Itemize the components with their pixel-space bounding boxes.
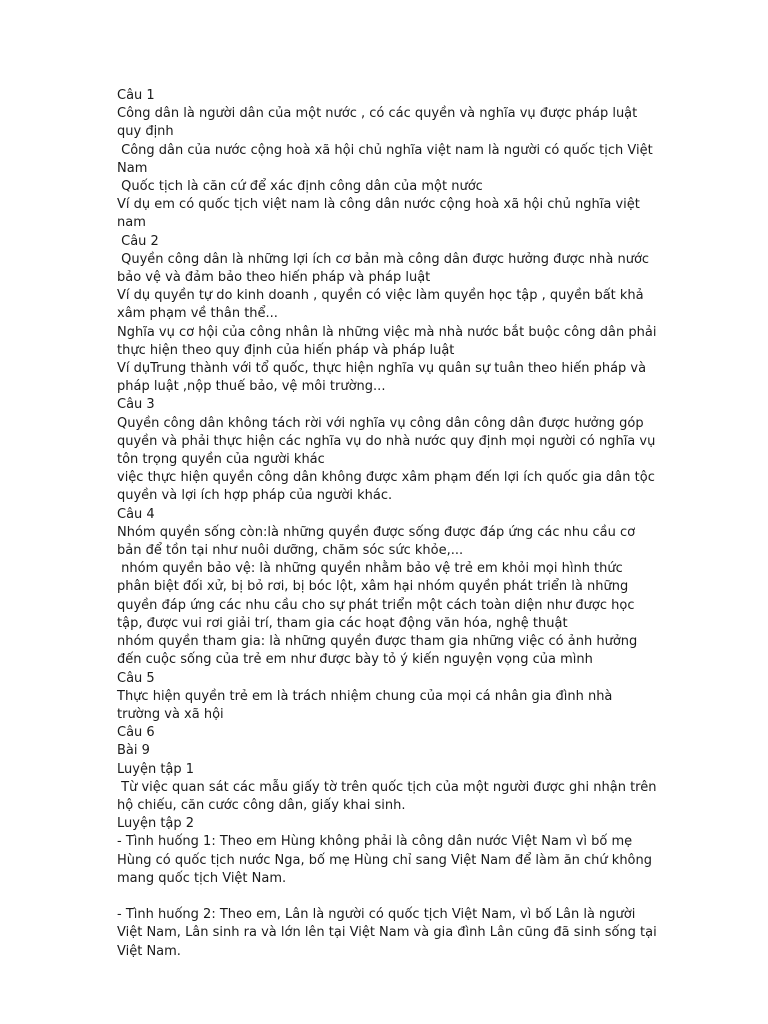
document-body [117, 87, 661, 961]
heading-cau-4: Câu 4 [117, 506, 155, 522]
paragraph-line: Nhóm quyền sống còn:là những quyền được sống được đáp ứng các nhu cầu cơ bản để tồn tại như nuôi dưỡng, chăm sóc sức khỏe,... [117, 524, 640, 559]
heading-cau-5: Câu 5 [117, 670, 155, 686]
paragraph-line: Thực hiện quyền trẻ em là trách nhiệm chung của mọi cá nhân gia đình nhà trường và xã hội [117, 688, 617, 722]
paragraph-line: Quốc tịch là căn cứ để xác định công dân của một nước [117, 179, 483, 195]
heading-luyen-tap-2: Luyện tập 2 [117, 816, 195, 832]
paragraph-line: Quyền công dân không tách rời với nghĩa vụ công dân công dân được hưởng góp quyền và phải thực hiện các nghĩa vụ do nhà nước quy định mọi người có nghĩa vụ tôn trọng quyền của người khác [117, 415, 660, 468]
heading-cau-1: Câu 1 [117, 88, 155, 103]
paragraph-line: Công dân của nước cộng hoà xã hội chủ nghĩa việt nam là người có quốc tịch Việt Nam [117, 142, 657, 176]
paragraph-line: Ví dụTrung thành với tổ quốc, thực hiện nghĩa vụ quân sự tuân theo hiến pháp và pháp luật ,nộp thuế bảo, vệ môi trường... [117, 361, 651, 395]
heading-bai-9: Bài 9 [117, 743, 150, 759]
paragraph-line: Quyền công dân là những lợi ích cơ bản mà công dân được hưởng được nhà nước bảo vệ và đảm bảo theo hiến pháp và pháp luật [117, 251, 654, 286]
paragraph-line: Từ việc quan sát các mẫu giấy tờ trên quốc tịch của một người được ghi nhận trên hộ chiếu, căn cước công dân, giấy khai sinh. [117, 779, 661, 813]
heading-cau-6: Câu 6 [117, 725, 155, 741]
heading-luyen-tap-1: Luyện tập 1 [117, 761, 195, 777]
heading-cau-3: Câu 3 [117, 397, 155, 413]
paragraph-line: nhóm quyền tham gia: là những quyền được tham gia những việc có ảnh hưởng đến cuộc sống của trẻ em như được bày tỏ ý kiến nguyện vọng của mình [117, 634, 642, 668]
paragraph-line: Công dân là người dân của một nước , có các quyền và nghĩa vụ được pháp luật quy định [117, 106, 642, 140]
paragraph-line: Ví dụ em có quốc tịch việt nam là công dân nước cộng hoà xã hội chủ nghĩa việt nam [117, 197, 644, 231]
paragraph-line: Ví dụ quyền tự do kinh doanh , quyền có việc làm quyền học tập , quyền bất khả xâm phạm về thân thể... [117, 288, 648, 322]
paragraph-line: - Tình huống 1: Theo em Hùng không phải là công dân nước Việt Nam vì bố mẹ Hùng có quốc tịch nước Nga, bố mẹ Hùng chỉ sang Việt Nam để làm ăn chứ không mang quốc tịch Việt Nam. [117, 834, 657, 886]
heading-cau-2: Câu 2 [117, 233, 159, 249]
paragraph-line: việc thực hiện quyền công dân không được xâm phạm đến lợi ích quốc gia dân tộc quyền và lợi ích hợp pháp của người khác. [117, 470, 659, 504]
paragraph-line: nhóm quyền bảo vệ: là những quyền nhằm bảo vệ trẻ em khỏi mọi hình thức phân biệt đối xử, bị bỏ rơi, bị bóc lột, xâm hại nhóm quyền phát triển là những quyền đáp ứng các nhu cầu cho sự phát triển một cách toàn diện như được học tập, được vui rơi giải trí, tham gia các hoạt động văn hóa, nghệ thuật [117, 561, 639, 631]
blank-line [117, 888, 657, 906]
paragraph-line: - Tình huống 2: Theo em, Lân là người có quốc tịch Việt Nam, vì bố Lân là người Việt Nam, Lân sinh ra và lớn lên tại Việt Nam và gia đình Lân cũng đã sinh sống tại Việt Nam. [117, 907, 661, 959]
paragraph-line: Nghĩa vụ cơ hội của công nhân là những việc mà nhà nước bắt buộc công dân phải thực hiện theo quy định của hiến pháp và pháp luật [117, 324, 661, 358]
